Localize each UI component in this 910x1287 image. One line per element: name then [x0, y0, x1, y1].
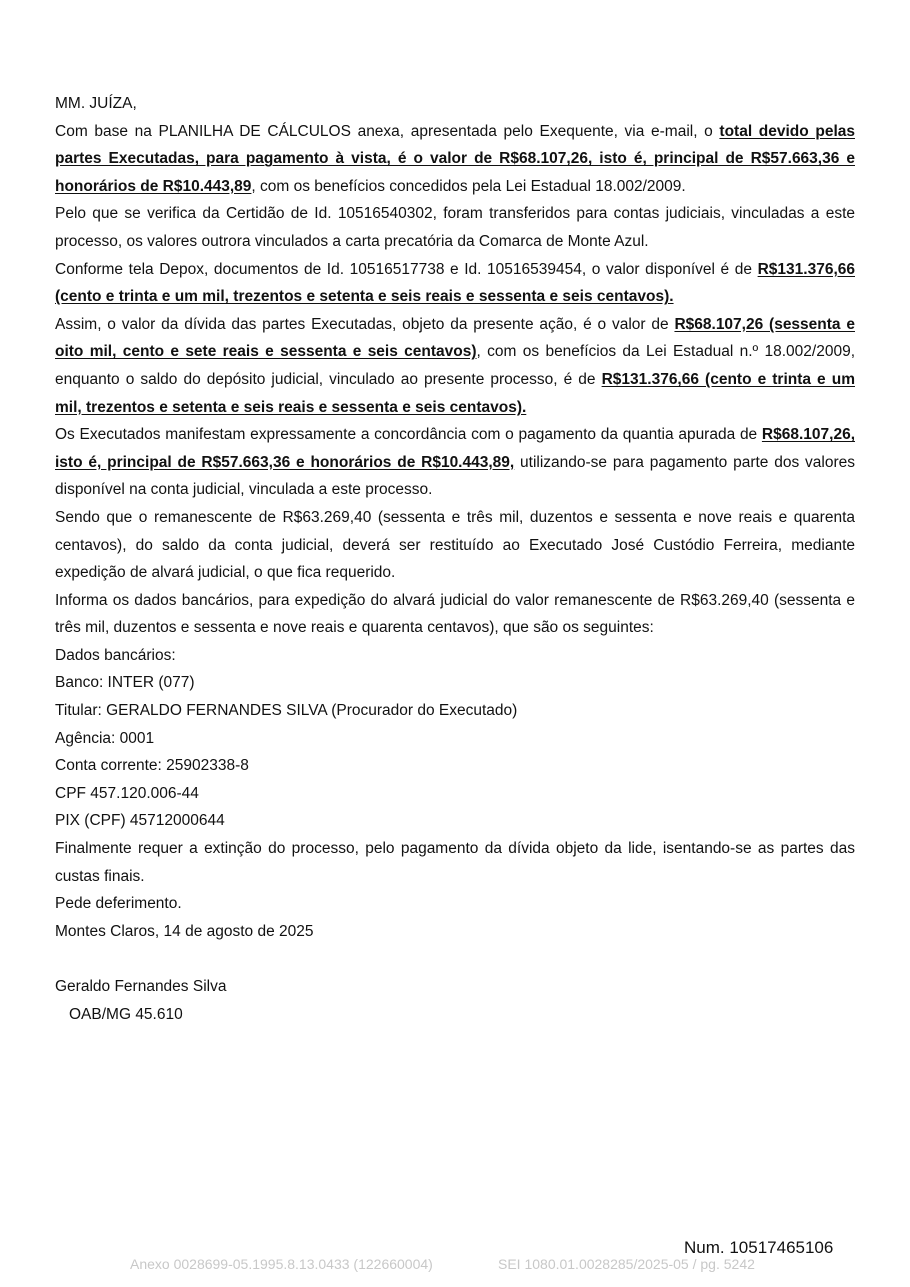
- paragraph-text: , com os benefícios da Lei Estadual n.º 18.002/2009, enquanto o saldo do depósito judicial, vinculado ao presente processo, é de: [55, 343, 855, 388]
- paragraph-text: Com base na PLANILHA DE CÁLCULOS anexa, apresentada pelo Exequente, via e-mail, o: [55, 122, 720, 140]
- paragraph-text: , com os benefícios concedidos pela Lei Estadual 18.002/2009.: [251, 177, 686, 195]
- paragraph-dados-bancarios-intro: Informa os dados bancários, para expedição do alvará judicial do valor remanescente de R$63.269,40 (sessenta e três mil, duzentos e sessenta e nove reais e quarenta centavos), que são os seguintes:: [55, 591, 855, 637]
- bank-holder: Titular: GERALDO FERNANDES SILVA (Procurador do Executado): [55, 702, 518, 720]
- paragraph-concordancia: [55, 421, 855, 504]
- paragraph-text: Assim, o valor da dívida das partes Executadas, objeto da presente ação, é o valor de: [55, 315, 675, 333]
- signer-name: Geraldo Fernandes Silva: [55, 978, 227, 995]
- closing: Pede deferimento.: [55, 895, 182, 913]
- paragraph-extincao: Finalmente requer a extinção do processo, pelo pagamento da dívida objeto da lide, isentando-se as partes das custas finais.: [55, 840, 855, 885]
- highlighted-amount: R$68.107,26 (sessenta e oito mil, cento e sete reais e sessenta e seis centavos): [55, 315, 855, 361]
- bank-pix: PIX (CPF) 45712000644: [55, 812, 225, 830]
- paragraph-certidao: Pelo que se verifica da Certidão de Id. 10516540302, foram transferidos para contas judiciais, vinculadas a este processo, os valores outrora vinculados a carta precatória da Comarca de Monte Azul.: [55, 205, 855, 250]
- paragraph-depox: [55, 256, 855, 311]
- bank-heading: Dados bancários:: [55, 646, 176, 664]
- spacer: [55, 945, 855, 973]
- highlighted-amount: R$68.107,26, isto é, principal de R$57.663,36 e honorários de R$10.443,89,: [55, 426, 855, 471]
- paragraph-text: Conforme tela Depox, documentos de Id. 10516517738 e Id. 10516539454, o valor disponível é de: [55, 260, 758, 278]
- paragraph-valor-divida: [55, 311, 855, 421]
- signer-oab: OAB/MG 45.610: [69, 1005, 183, 1023]
- paragraph-text: Os Executados manifestam expressamente a concordância com o pagamento da quantia apurada de: [55, 426, 762, 444]
- bank-account: Conta corrente: 25902338-8: [55, 757, 249, 775]
- paragraph-remanescente: Sendo que o remanescente de R$63.269,40 (sessenta e três mil, duzentos e sessenta e nove reais e quarenta centavos), do saldo da conta judicial, deverá ser restituído ao Executado José Custódio Ferreira, mediante expedição de alvará judicial, o que fica requerido.: [55, 508, 855, 582]
- place-date: Montes Claros, 14 de agosto de 2025: [55, 922, 314, 940]
- petition-body: [55, 90, 855, 1028]
- highlighted-amount: total devido pelas partes Executadas, para pagamento à vista, é o valor de R$68.107,26, isto é, principal de R$57.663,36 e honorários de R$10.443,89: [55, 122, 855, 195]
- bank-cpf: CPF 457.120.006-44: [55, 784, 199, 802]
- paragraph-text: utilizando-se para pagamento parte dos valores disponível na conta judicial, vinculada a este processo.: [55, 453, 856, 499]
- sei-reference: SEI 1080.01.0028285/2025-05 / pg. 5242: [498, 1256, 755, 1272]
- annex-reference: Anexo 0028699-05.1995.8.13.0433 (122660004): [130, 1256, 433, 1272]
- highlighted-amount: R$131.376,66 (cento e trinta e um mil, trezentos e setenta e seis reais e sessenta e seis centavos).: [55, 260, 855, 306]
- paragraph-total-devido: [55, 118, 855, 201]
- bank-name: Banco: INTER (077): [55, 674, 195, 692]
- bank-agency: Agência: 0001: [55, 729, 155, 747]
- salutation: MM. JUÍZA,: [55, 95, 137, 112]
- document-number: Num. 10517465106: [684, 1238, 834, 1257]
- highlighted-amount: R$131.376,66 (cento e trinta e um mil, trezentos e setenta e seis reais e sessenta e seis centavos).: [55, 370, 855, 416]
